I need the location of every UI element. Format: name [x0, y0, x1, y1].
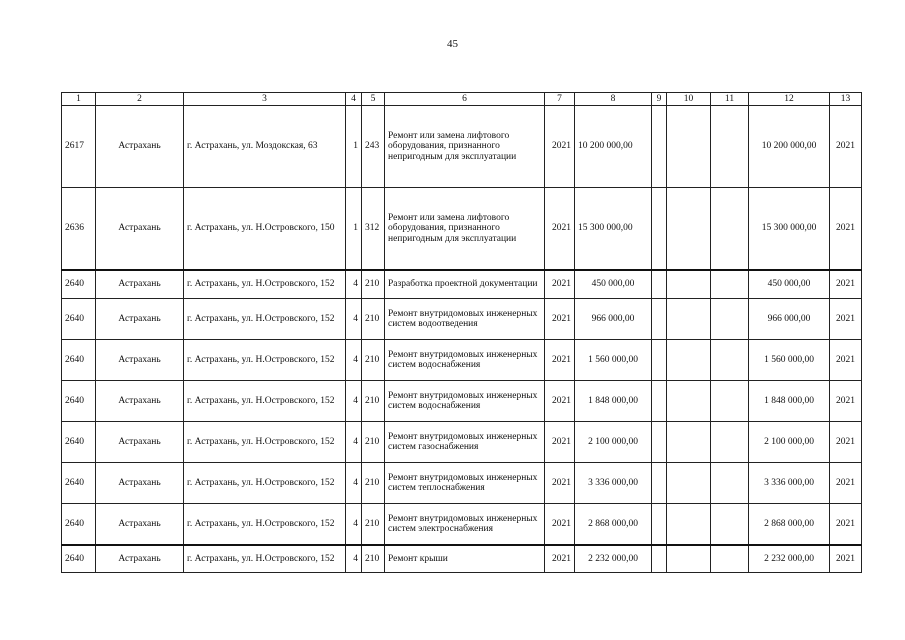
cell-col11	[711, 299, 749, 340]
column-header: 7	[545, 93, 575, 106]
cell-col9	[652, 545, 667, 573]
cell-col4: 4	[346, 504, 362, 546]
cell-year: 2021	[545, 504, 575, 546]
cell-work-type: Ремонт внутридомовых инженерных систем водоотведения	[385, 299, 545, 340]
cell-address: г. Астрахань, ул. Н.Островского, 152	[184, 545, 346, 573]
cell-col5: 210	[362, 504, 385, 546]
cell-col4: 4	[346, 463, 362, 504]
cell-object-id: 2640	[62, 545, 96, 573]
cell-amount: 3 336 000,00	[575, 463, 652, 504]
cell-amount-total: 2 100 000,00	[749, 422, 830, 463]
cell-city: Астрахань	[96, 545, 184, 573]
column-header: 2	[96, 93, 184, 106]
cell-address: г. Астрахань, ул. Н.Островского, 152	[184, 422, 346, 463]
cell-year: 2021	[545, 188, 575, 271]
cell-col5: 210	[362, 340, 385, 381]
cell-amount: 15 300 000,00	[575, 188, 652, 271]
cell-col10	[667, 422, 711, 463]
cell-col10	[667, 106, 711, 188]
cell-city: Астрахань	[96, 299, 184, 340]
cell-amount: 2 100 000,00	[575, 422, 652, 463]
cell-amount-total: 2 232 000,00	[749, 545, 830, 573]
cell-object-id: 2617	[62, 106, 96, 188]
table-row	[62, 188, 862, 271]
cell-col10	[667, 381, 711, 422]
column-number-row	[62, 93, 862, 106]
cell-year: 2021	[545, 422, 575, 463]
cell-col4: 1	[346, 106, 362, 188]
cell-col9	[652, 463, 667, 504]
cell-col10	[667, 340, 711, 381]
cell-year: 2021	[545, 106, 575, 188]
cell-col9	[652, 381, 667, 422]
cell-col5: 210	[362, 381, 385, 422]
cell-amount-total: 3 336 000,00	[749, 463, 830, 504]
cell-amount: 2 232 000,00	[575, 545, 652, 573]
cell-col9	[652, 188, 667, 271]
table-row	[62, 381, 862, 422]
cell-amount-total: 1 848 000,00	[749, 381, 830, 422]
cell-col4: 4	[346, 340, 362, 381]
cell-amount-total: 966 000,00	[749, 299, 830, 340]
column-header: 12	[749, 93, 830, 106]
column-header: 9	[652, 93, 667, 106]
cell-col10	[667, 463, 711, 504]
cell-col10	[667, 270, 711, 299]
cell-col11	[711, 504, 749, 546]
column-header: 8	[575, 93, 652, 106]
cell-col5: 210	[362, 422, 385, 463]
cell-year-end: 2021	[830, 545, 862, 573]
column-header: 5	[362, 93, 385, 106]
cell-city: Астрахань	[96, 106, 184, 188]
cell-year-end: 2021	[830, 422, 862, 463]
cell-col5: 210	[362, 299, 385, 340]
cell-col4: 1	[346, 188, 362, 271]
cell-address: г. Астрахань, ул. Н.Островского, 152	[184, 504, 346, 546]
table-row	[62, 545, 862, 573]
page-number: 45	[447, 38, 458, 50]
cell-col5: 210	[362, 463, 385, 504]
cell-col4: 4	[346, 270, 362, 299]
cell-address: г. Астрахань, ул. Н.Островского, 152	[184, 270, 346, 299]
cell-col11	[711, 340, 749, 381]
cell-year: 2021	[545, 545, 575, 573]
cell-col5: 210	[362, 545, 385, 573]
cell-col10	[667, 188, 711, 271]
cell-city: Астрахань	[96, 463, 184, 504]
cell-address: г. Астрахань, ул. Н.Островского, 152	[184, 381, 346, 422]
cell-city: Астрахань	[96, 381, 184, 422]
cell-col9	[652, 106, 667, 188]
cell-city: Астрахань	[96, 422, 184, 463]
cell-amount: 10 200 000,00	[575, 106, 652, 188]
cell-address: г. Астрахань, ул. Н.Островского, 152	[184, 299, 346, 340]
cell-col9	[652, 340, 667, 381]
cell-object-id: 2640	[62, 270, 96, 299]
cell-col11	[711, 545, 749, 573]
cell-address: г. Астрахань, ул. Н.Островского, 152	[184, 463, 346, 504]
cell-city: Астрахань	[96, 340, 184, 381]
cell-year: 2021	[545, 381, 575, 422]
cell-col9	[652, 270, 667, 299]
cell-amount: 450 000,00	[575, 270, 652, 299]
cell-col11	[711, 188, 749, 271]
cell-col9	[652, 299, 667, 340]
cell-object-id: 2640	[62, 340, 96, 381]
cell-col4: 4	[346, 422, 362, 463]
column-header: 4	[346, 93, 362, 106]
cell-year: 2021	[545, 299, 575, 340]
cell-object-id: 2640	[62, 299, 96, 340]
cell-amount-total: 2 868 000,00	[749, 504, 830, 546]
column-header: 1	[62, 93, 96, 106]
cell-object-id: 2636	[62, 188, 96, 271]
cell-work-type: Ремонт или замена лифтового оборудования, признанного непригодным для эксплуатации	[385, 188, 545, 271]
cell-city: Астрахань	[96, 270, 184, 299]
cell-col11	[711, 381, 749, 422]
table-row	[62, 422, 862, 463]
cell-object-id: 2640	[62, 463, 96, 504]
cell-year-end: 2021	[830, 106, 862, 188]
cell-city: Астрахань	[96, 504, 184, 546]
cell-object-id: 2640	[62, 422, 96, 463]
column-header: 6	[385, 93, 545, 106]
cell-city: Астрахань	[96, 188, 184, 271]
cell-col11	[711, 270, 749, 299]
column-header: 3	[184, 93, 346, 106]
cell-work-type: Ремонт внутридомовых инженерных систем теплоснабжения	[385, 463, 545, 504]
table-row	[62, 463, 862, 504]
cell-year: 2021	[545, 340, 575, 381]
cell-amount: 2 868 000,00	[575, 504, 652, 546]
cell-col5: 312	[362, 188, 385, 271]
column-header: 13	[830, 93, 862, 106]
column-header: 10	[667, 93, 711, 106]
cell-work-type: Ремонт внутридомовых инженерных систем водоснабжения	[385, 340, 545, 381]
cell-year-end: 2021	[830, 299, 862, 340]
cell-col10	[667, 545, 711, 573]
cell-year-end: 2021	[830, 340, 862, 381]
cell-year: 2021	[545, 463, 575, 504]
cell-col9	[652, 504, 667, 546]
cell-col4: 4	[346, 299, 362, 340]
cell-year: 2021	[545, 270, 575, 299]
cell-work-type: Ремонт внутридомовых инженерных систем электроснабжения	[385, 504, 545, 546]
cell-year-end: 2021	[830, 188, 862, 271]
cell-amount-total: 450 000,00	[749, 270, 830, 299]
capital-repair-table	[61, 92, 862, 573]
cell-amount: 966 000,00	[575, 299, 652, 340]
cell-col5: 210	[362, 270, 385, 299]
cell-address: г. Астрахань, ул. Н.Островского, 150	[184, 188, 346, 271]
cell-address: г. Астрахань, ул. Н.Островского, 152	[184, 340, 346, 381]
cell-year-end: 2021	[830, 381, 862, 422]
cell-work-type: Ремонт внутридомовых инженерных систем водоснабжения	[385, 381, 545, 422]
cell-work-type: Разработка проектной документации	[385, 270, 545, 299]
cell-address: г. Астрахань, ул. Моздокская, 63	[184, 106, 346, 188]
cell-amount-total: 1 560 000,00	[749, 340, 830, 381]
table-row	[62, 106, 862, 188]
cell-work-type: Ремонт внутридомовых инженерных систем газоснабжения	[385, 422, 545, 463]
cell-col9	[652, 422, 667, 463]
cell-year-end: 2021	[830, 270, 862, 299]
cell-amount-total: 10 200 000,00	[749, 106, 830, 188]
cell-col4: 4	[346, 545, 362, 573]
cell-amount-total: 15 300 000,00	[749, 188, 830, 271]
cell-year-end: 2021	[830, 504, 862, 546]
cell-col10	[667, 299, 711, 340]
table-row	[62, 299, 862, 340]
cell-work-type: Ремонт крыши	[385, 545, 545, 573]
cell-object-id: 2640	[62, 504, 96, 546]
cell-col5: 243	[362, 106, 385, 188]
cell-col11	[711, 463, 749, 504]
cell-amount: 1 560 000,00	[575, 340, 652, 381]
cell-amount: 1 848 000,00	[575, 381, 652, 422]
table-row	[62, 270, 862, 299]
cell-col10	[667, 504, 711, 546]
cell-col11	[711, 422, 749, 463]
cell-object-id: 2640	[62, 381, 96, 422]
cell-year-end: 2021	[830, 463, 862, 504]
cell-work-type: Ремонт или замена лифтового оборудования, признанного непригодным для эксплуатации	[385, 106, 545, 188]
cell-col4: 4	[346, 381, 362, 422]
cell-col11	[711, 106, 749, 188]
table-row	[62, 504, 862, 546]
table-row	[62, 340, 862, 381]
column-header: 11	[711, 93, 749, 106]
